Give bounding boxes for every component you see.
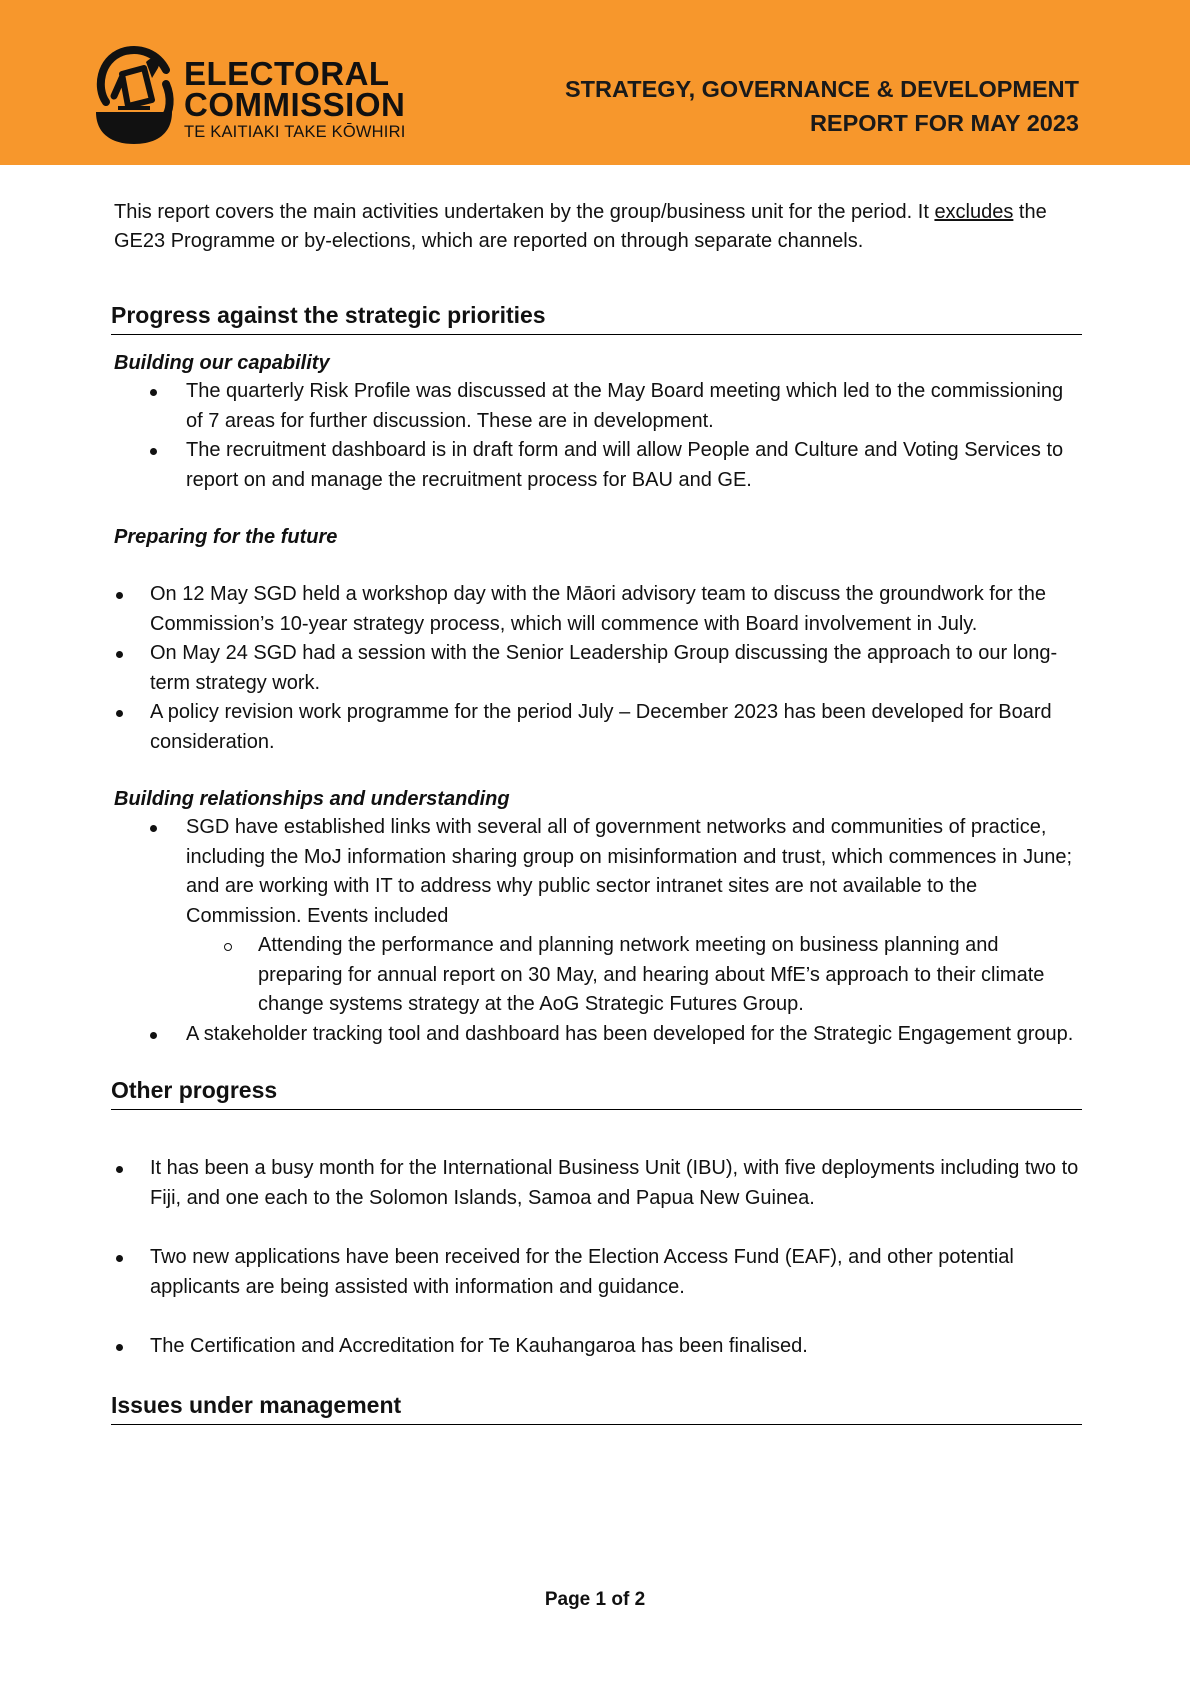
intro-text-1: This report covers the main activities undertaken by the group/business unit for the period. It: [114, 201, 935, 223]
bullet-icon: [116, 651, 123, 658]
list-item: [114, 377, 1080, 436]
subheading-future: Preparing for the future: [114, 526, 338, 548]
list-item-text: It has been a busy month for the International Business Unit (IBU), with five deployments including two to Fiji, and one each to the Solomon Islands, Samoa and Papua New Guinea.: [150, 1157, 1079, 1209]
list-item-text: The quarterly Risk Profile was discussed at the May Board meeting which led to the commissioning of 7 areas for further discussion. These are in development.: [186, 380, 1064, 432]
subheading-relationships: Building relationships and understanding: [114, 788, 510, 810]
bullet-icon: [150, 389, 157, 396]
bullet-icon: [150, 448, 157, 455]
bullet-icon: [116, 710, 123, 717]
list-item-text: Two new applications have been received for the Election Access Fund (EAF), and other potential applicants are being assisted with information and guidance.: [150, 1246, 1014, 1298]
bullet-icon: [116, 1255, 123, 1262]
sub-list-item: [114, 931, 1080, 1020]
heading-issues-under-management: Issues under management: [111, 1390, 1082, 1425]
list-item-text: On 12 May SGD held a workshop day with the Māori advisory team to discuss the groundwork for the Commission’s 10-year strategy process, which will commence with Board involvement in July.: [150, 583, 1046, 635]
relationships-list: [114, 813, 1080, 931]
ballot-box-logo-icon: [92, 44, 176, 148]
report-title-line2: REPORT FOR MAY 2023: [809, 110, 1079, 136]
intro-underlined: excludes: [934, 201, 1014, 223]
relationships-sublist: [114, 931, 1080, 1020]
bullet-icon: [150, 1032, 157, 1039]
report-body: [111, 198, 1080, 1425]
list-item: [114, 1154, 1080, 1213]
intro-text-2: the GE23 Programme or by-elections, which are reported on through separate channels.: [114, 201, 1047, 252]
relationships-list-continued: [114, 1020, 1080, 1050]
report-title-line1: STRATEGY, GOVERNANCE & DEVELOPMENT: [564, 76, 1079, 102]
future-list: [114, 580, 1080, 757]
list-item-text: The Certification and Accreditation for Te Kauhangaroa has been finalised.: [150, 1335, 808, 1357]
heading-strategic-priorities: Progress against the strategic priorities: [111, 300, 1082, 335]
logo-line-maori: TE KAITIAKI TAKE KŌWHIRI: [184, 123, 406, 141]
sub-list-item-text: Attending the performance and planning network meeting on business planning and preparing for annual report on 30 May, and hearing about MfE’s approach to their climate change systems strategy at the AoG Strategic Futures Group.: [258, 934, 1045, 1015]
logo-line-commission: COMMISSION: [184, 86, 406, 123]
bullet-icon: [116, 592, 123, 599]
list-item: [114, 639, 1080, 698]
list-item-text: On May 24 SGD had a session with the Senior Leadership Group discussing the approach to our long-term strategy work.: [150, 642, 1058, 694]
list-item: [114, 1332, 1080, 1362]
list-item: [114, 813, 1080, 931]
list-item-text: A stakeholder tracking tool and dashboard has been developed for the Strategic Engagement group.: [186, 1022, 1074, 1045]
list-item: [114, 436, 1080, 495]
bullet-icon: [150, 825, 157, 832]
list-item: [114, 1243, 1080, 1302]
list-item-text: SGD have established links with several all of government networks and communities of practice, including the MoJ information sharing group on misinformation and trust, which commences in June; and are working with IT to address why public sector intranet sites are not available to the Commission. Events included: [186, 816, 1072, 927]
bullet-icon: [116, 1344, 123, 1351]
logo-text: [184, 55, 406, 142]
page-header: [0, 0, 1190, 165]
list-item: [114, 580, 1080, 639]
other-progress-list: [114, 1154, 1080, 1362]
heading-other-progress: Other progress: [111, 1075, 1082, 1110]
report-title: [565, 72, 1079, 140]
logo-line-electoral: ELECTORAL: [184, 55, 390, 92]
list-item: [114, 698, 1080, 757]
list-item-text: A policy revision work programme for the period July – December 2023 has been developed for Board consideration.: [150, 701, 1052, 753]
intro-paragraph: [114, 198, 1080, 256]
bullet-icon: [116, 1166, 123, 1173]
list-item: [114, 1020, 1080, 1050]
list-item-text: The recruitment dashboard is in draft form and will allow People and Culture and Voting Services to report on and manage the recruitment process for BAU and GE.: [186, 439, 1064, 491]
circle-bullet-icon: [224, 943, 232, 951]
page-number: Page 1 of 2: [544, 1589, 646, 1610]
capability-list: [114, 377, 1080, 495]
subheading-capability: Building our capability: [114, 352, 330, 374]
